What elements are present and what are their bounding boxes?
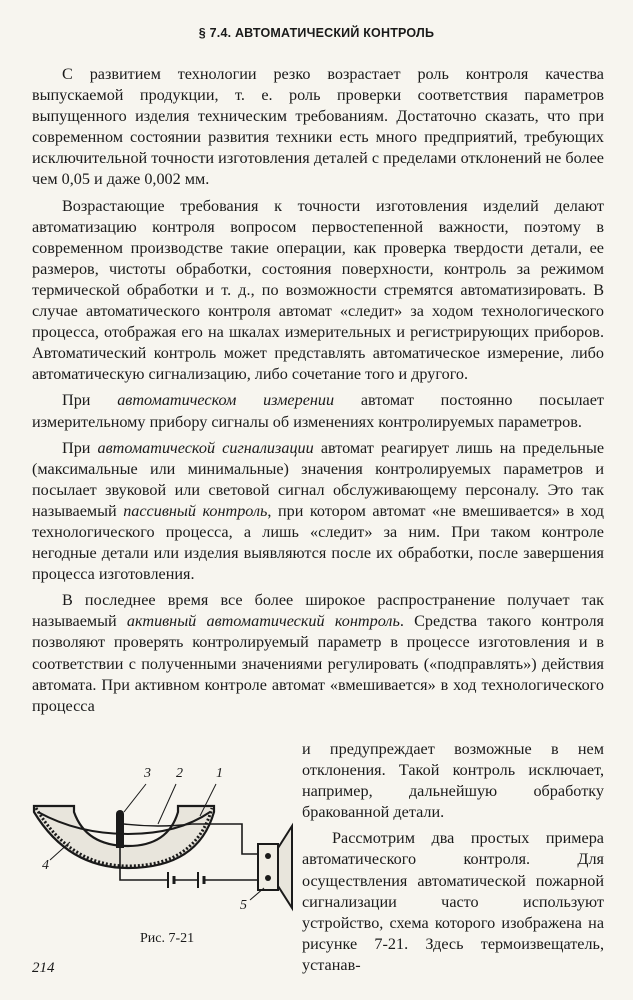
- text-run: Возрастающие требования к точности изготовления изделий делают автоматизацию контроля вопросом первостепенной важности, поэтому в современном производстве такие операции, как проверка твердости детали, ее размеров, чистоты обработки, состояния поверхности, контроль за режимом термической обработки и т. д., по возможности стремятся автоматизировать. В случае автоматического контроля автомат «следит» за ходом технологического процесса, отображая его на шкалах измерительных и регистрирующих приборов. Автоматический контроль может представлять автоматическое измерение, либо автоматическую сигнализацию, либо сочетание того и другого.: [32, 196, 604, 384]
- contact-post: [116, 814, 124, 848]
- text-run: . Средства такого контроля позволяют проверять контролируемый параметр в процессе изготовления и в соответствии с полученными значениями регулировать («подправлять») действия автомата. При активном контроле автомат «вмешивается» в ход технологического процесса: [32, 612, 604, 715]
- leader-2: [158, 784, 176, 824]
- text-run: , при котором автомат «не вмешивается» в ход технологического процесса, а лишь «следит» за ним. При таком контроле негодные детали или изделия выявляются после их обработки, после завершения процесса изготовления.: [32, 501, 604, 584]
- main-text: [32, 64, 604, 717]
- italic-term: автоматической сигнализации: [97, 438, 314, 457]
- bell-body: [258, 844, 278, 890]
- wrap-paragraph-1: и предупреждает возможные в нем отклонения. Такой контроль исключает, например, дальнейшую обработку бракованной детали.: [302, 740, 604, 822]
- paragraph-2: [32, 196, 604, 386]
- leader-3: [124, 784, 146, 812]
- text-run: При: [62, 391, 118, 410]
- text-run: При: [62, 438, 98, 457]
- wrap-paragraph-2: Рассмотрим два простых примера автоматического контроля. Для осуществления автоматической пожарной сигнализации часто используют устройство, схема которого изображена на рисунке 7-21. Здесь термоизвещатель, устанав-: [302, 829, 604, 974]
- paragraph-5: [32, 590, 604, 717]
- paragraph-4: [32, 438, 604, 586]
- bell-horn: [278, 826, 292, 908]
- text-run: С развитием технологии резко возрастает роль контроля качества выпускаемой продукции, т. е. роль проверки соответствия параметров выпущенного изделия техническим требованиям. Достаточно сказать, что при современном состоянии развития техники есть много предприятий, требующих исключительной точности изготовления деталей с пределами отклонений не более чем 0,05 и даже 0,002 мм.: [32, 65, 604, 189]
- figure-caption: Рис. 7-21: [140, 931, 195, 946]
- text-run: В последнее время все более широкое распространение получает так называемый: [32, 591, 604, 631]
- bell-terminal-1: [265, 853, 271, 859]
- bell-terminal-2: [265, 875, 271, 881]
- figure-label-3: 3: [144, 766, 151, 781]
- figure-label-1: 1: [216, 766, 223, 781]
- text-run: автомат реагирует лишь на предельные (максимальные или минимальные) значения контролируемых параметров и посылает звуковой или световой сигнал обслуживающему персоналу. Это так называемый: [32, 438, 605, 520]
- italic-term: автоматическом измерении: [117, 391, 335, 410]
- section-heading: § 7.4. АВТОМАТИЧЕСКИЙ КОНТРОЛЬ: [198, 26, 435, 40]
- text-run: автомат постоянно посылает измерительному прибору сигналы об изменениях контролируемых параметров.: [32, 391, 604, 431]
- italic-term: активный автоматический контроль: [126, 612, 400, 631]
- fire-alarm-diagram: [28, 768, 298, 928]
- italic-term: пассивный контроль: [123, 501, 268, 520]
- figure-label-4: 4: [42, 858, 49, 873]
- paragraph-1: [32, 64, 604, 191]
- figure-label-5: 5: [240, 898, 247, 913]
- paragraph-3: [32, 390, 604, 432]
- figure-label-2: 2: [176, 766, 183, 781]
- wrapped-text-column: [302, 739, 604, 976]
- figure-7-21: [28, 768, 298, 928]
- page-number: 214: [32, 960, 55, 976]
- contact-head: [116, 810, 124, 818]
